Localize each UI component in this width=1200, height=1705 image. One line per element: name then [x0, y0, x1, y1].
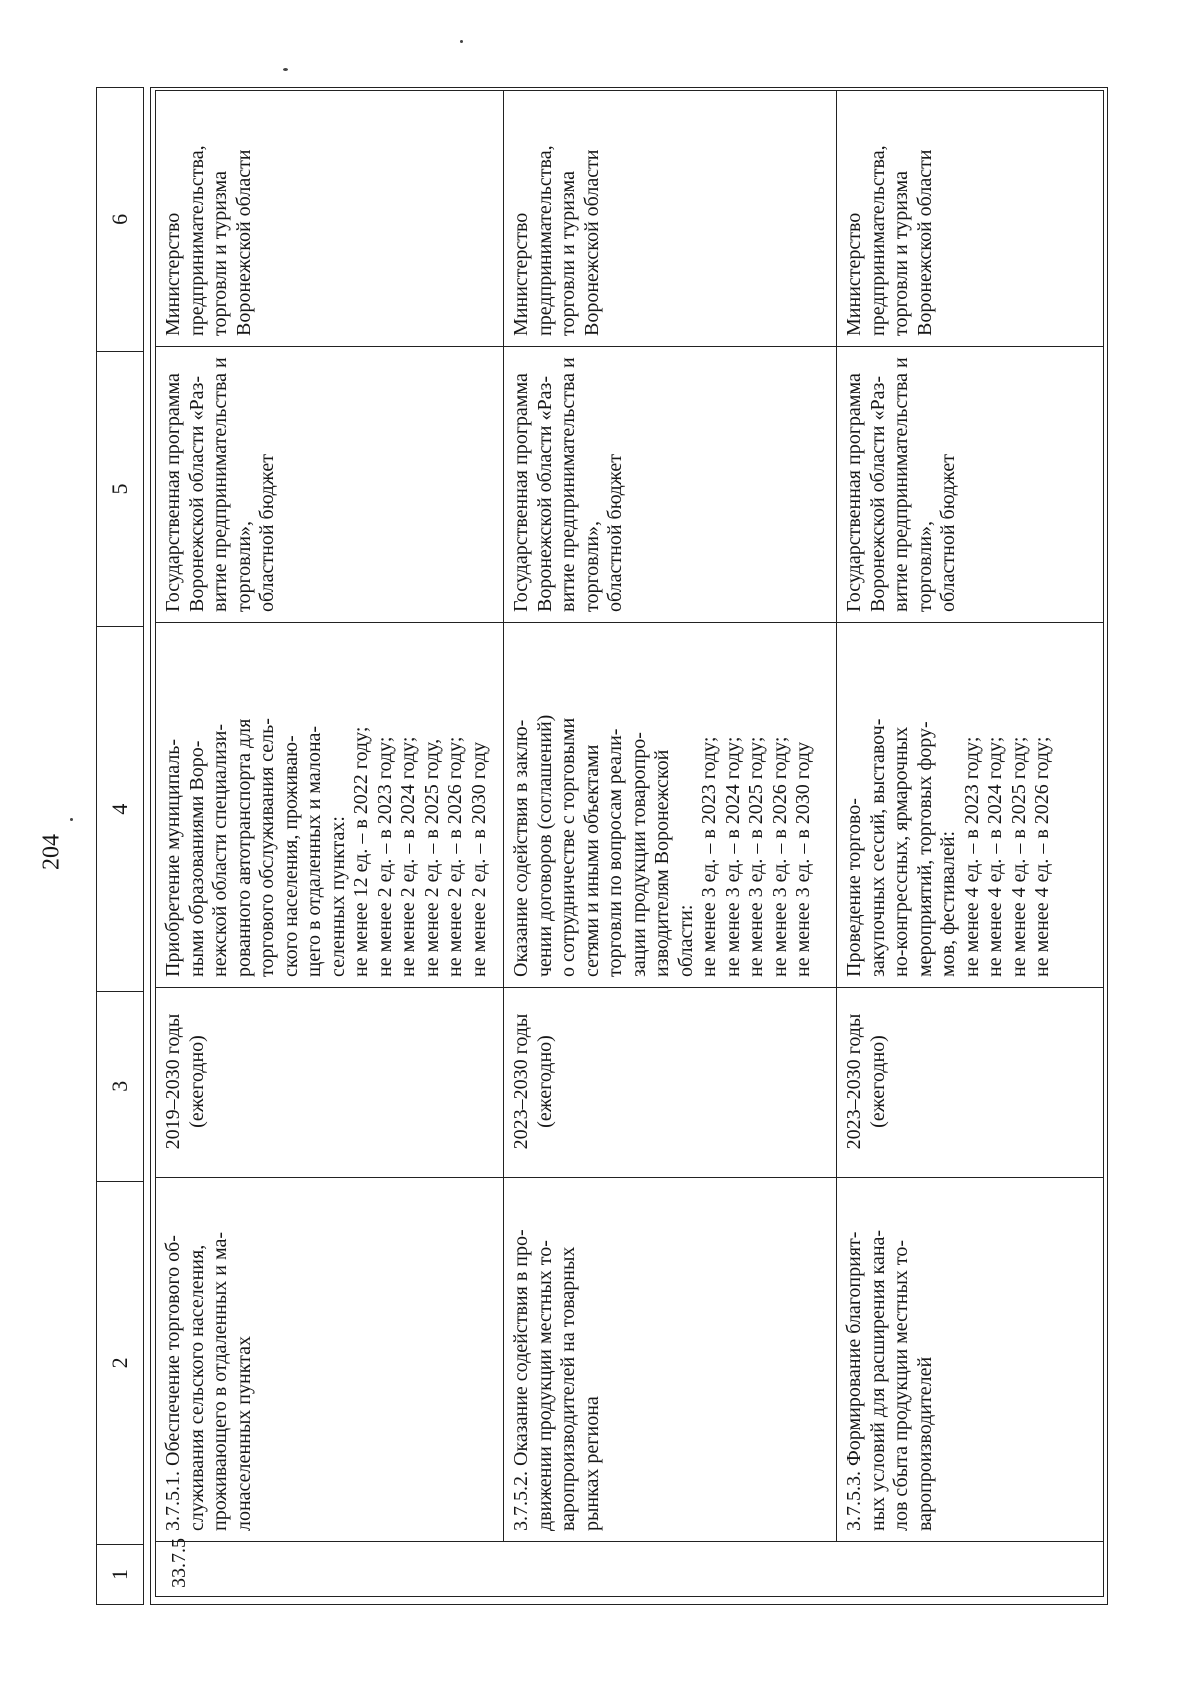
scan-speck	[283, 68, 288, 71]
measure-executor: Министерство предпринимательства, торговли и туризма Воронежской области	[162, 145, 255, 336]
table-row	[837, 91, 1103, 1541]
scan-speck	[70, 818, 73, 821]
header-col-6: 6	[107, 213, 132, 225]
table-row	[156, 91, 504, 1541]
header-col-1: 1	[97, 1544, 143, 1604]
measure-period: 2023–2030 годы (ежегодно)	[504, 987, 836, 1177]
measure-name: 3.7.5.1. Обеспечение торгового об- служивания сельского населения, проживающего в отдаленных и ма- лонаселенных пунктах	[156, 1177, 503, 1541]
measure-executor: Министерство предпринимательства, торговли и туризма Воронежской области	[510, 145, 603, 336]
section-code: 33.7.5	[156, 1541, 1103, 1596]
page-number: 204	[38, 834, 65, 870]
scan-speck	[460, 40, 463, 43]
table-body	[150, 87, 1108, 1605]
measure-indicator: Приобретение муниципаль- ными образованиями Воро- нежской области специализи- рованного автотранспорта для торгового обслуживания сель- ского населения, проживаю- щего в отдаленных и малона- селенных пунктах: не менее 12 ед. – в 2022 году; не менее 2 ед. – в 2023 году; не менее 2 ед. – в 2024 году; не менее 2 ед. – в 2025 году, не менее 2 ед. – в 2026 году; не менее 2 ед. – в 2030 году	[156, 622, 503, 987]
header-col-5: 5	[97, 351, 143, 627]
measure-indicator: Проведение торгово- закупочных сессий, выставоч- но-конгрессных, ярмарочных мероприятий, торговых фору- мов, фестивалей: не менее 4 ед. – в 2023 году; не менее 4 ед. – в 2024 году; не менее 4 ед. – в 2025 году; не менее 4 ед. – в 2026 году;	[837, 622, 1103, 987]
column-number-header	[96, 87, 144, 1605]
measure-executor: Министерство предпринимательства, торговли и туризма Воронежской области	[843, 145, 936, 336]
rotated-table	[96, 87, 1108, 1605]
table-inner	[155, 90, 1104, 1597]
measure-funding: Государственная программа Воронежской области «Раз- витие предпринимательства и торговли», областной бюджет	[504, 346, 836, 622]
measure-period: 2023–2030 годы (ежегодно)	[837, 987, 1103, 1177]
measure-name: 3.7.5.3. Формирование благоприят- ных условий для расширения кана- лов сбыта продукции местных то- варопроизводителей	[837, 1177, 1103, 1541]
header-col-2: 2	[97, 1181, 143, 1545]
measure-funding: Государственная программа Воронежской области «Раз- витие предпринимательства и торговли», областной бюджет	[156, 346, 503, 622]
measure-funding: Государственная программа Воронежской области «Раз- витие предпринимательства и торговли», областной бюджет	[837, 346, 1103, 622]
measure-rows	[156, 91, 1103, 1541]
header-col-3: 3	[97, 991, 143, 1181]
table-row	[504, 91, 837, 1541]
measure-period: 2019–2030 годы (ежегодно)	[156, 987, 503, 1177]
header-col-4: 4	[97, 626, 143, 991]
measure-name: 3.7.5.2. Оказание содействия в про- движении продукции местных то- варопроизводителей на товарных рынках региона	[504, 1177, 836, 1541]
measure-indicator: Оказание содействия в заклю- чении договоров (соглашений) о сотрудничестве с торговыми сетями и иными объектами торговли по вопросам реали- зации продукции товаропро- изводителям Воронежской области: не менее 3 ед. – в 2023 году; не менее 3 ед. – в 2024 году; не менее 3 ед. – в 2025 году; не менее 3 ед. – в 2026 году; не менее 3 ед. – в 2030 году	[504, 622, 836, 987]
